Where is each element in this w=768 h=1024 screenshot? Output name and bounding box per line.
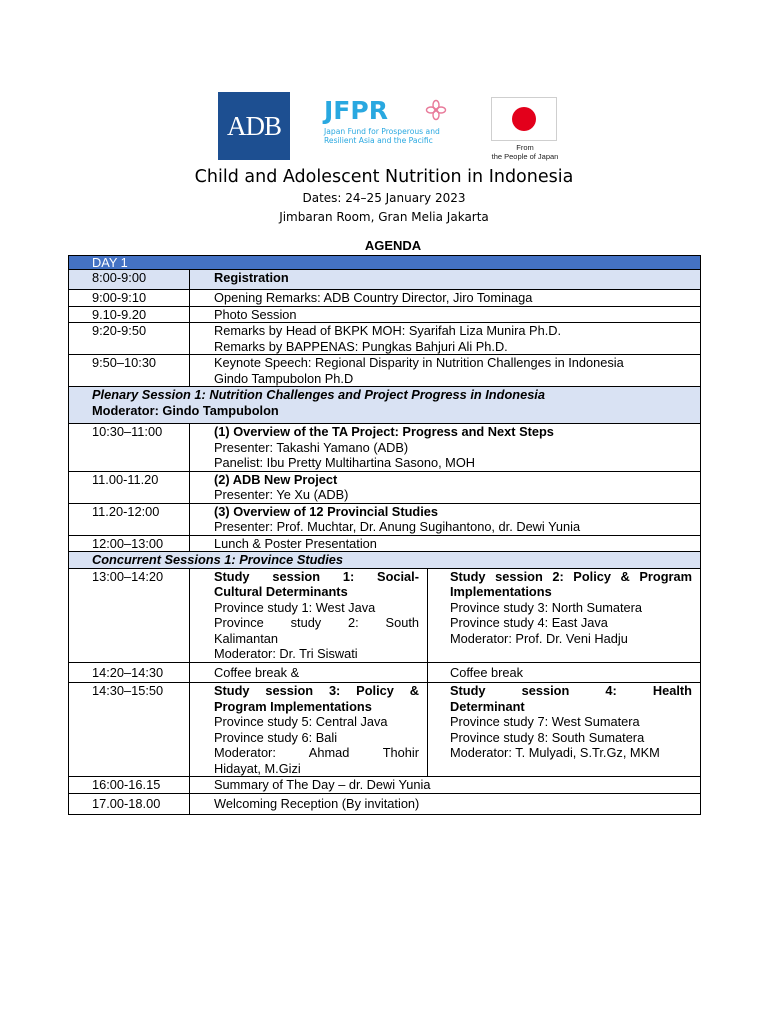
time-cell: 12:00–13:00 — [69, 535, 190, 552]
time-cell: 16:00-16.15 — [69, 777, 190, 794]
session-line: Province study 5: Central Java — [214, 714, 388, 729]
agenda-row — [69, 683, 701, 777]
session-cell: Coffee break & — [190, 662, 428, 683]
section-header — [69, 387, 701, 424]
session-line: Hidayat, M.Gizi — [214, 760, 301, 776]
flag-sun — [512, 107, 536, 131]
agenda-heading: AGENDA — [364, 238, 422, 253]
agenda-row — [69, 777, 701, 794]
time-cell: 13:00–14:20 — [69, 568, 190, 662]
session-title: Study session 1: Social- — [214, 568, 419, 584]
activity-line: Remarks by BAPPENAS: Pungkas Bahjuri Ali Ph.D. — [214, 338, 508, 354]
title-block — [0, 165, 768, 227]
session-line: Kalimantan — [214, 630, 279, 646]
session-cell — [428, 683, 701, 777]
japan-text-1: From — [516, 143, 534, 152]
agenda-row — [69, 355, 701, 387]
agenda-row — [69, 793, 701, 815]
agenda-row — [69, 323, 701, 355]
agenda-row — [69, 503, 701, 535]
activity-title: (3) Overview of 12 Provincial Studies — [214, 503, 439, 519]
time-cell: 9:50–10:30 — [69, 355, 190, 387]
activity-cell — [190, 355, 701, 387]
session-line: Province study 3: North Sumatera — [450, 599, 643, 615]
session-line: Moderator: Ahmad Thohir — [214, 745, 419, 760]
section-header-row — [69, 552, 701, 569]
event-dates: Dates: 24–25 January 2023 — [302, 191, 466, 205]
jfpr-tagline-1: Japan Fund for Prosperous and — [324, 127, 440, 136]
time-cell: 10:30–11:00 — [69, 424, 190, 472]
activity-line: Remarks by Head of BKPK MOH: Syarifah Liza Munira Ph.D. — [214, 323, 562, 338]
time-cell: 14:20–14:30 — [69, 662, 190, 683]
document-title: Child and Adolescent Nutrition in Indonesia — [194, 167, 574, 187]
section-moderator: Moderator: Gindo Tampubolon — [92, 402, 279, 418]
activity-line: Panelist: Ibu Pretty Multihartina Sasono, MOH — [214, 455, 476, 470]
japan-flag-icon — [491, 97, 557, 141]
agenda-row — [69, 306, 701, 323]
jfpr-tagline-2: Resilient Asia and the Pacific — [324, 136, 433, 145]
adb-logo — [218, 92, 290, 160]
time-cell: 9:20-9:50 — [69, 323, 190, 355]
agenda-row — [69, 535, 701, 552]
activity-title: (2) ADB New Project — [214, 471, 338, 487]
agenda-row — [69, 424, 701, 472]
agenda-row — [69, 290, 701, 307]
agenda-row — [69, 568, 701, 662]
time-cell: 14:30–15:50 — [69, 683, 190, 777]
activity-cell: Registration — [190, 270, 701, 290]
session-line: Province study 6: Bali — [214, 729, 338, 745]
agenda-row — [69, 662, 701, 683]
time-cell: 8:00-9:00 — [69, 270, 190, 290]
activity-cell: Lunch & Poster Presentation — [190, 535, 701, 552]
session-line: Province study 2: South — [214, 615, 419, 630]
activity-cell — [190, 323, 701, 355]
session-cell — [428, 568, 701, 662]
activity-cell: Photo Session — [190, 306, 701, 323]
session-line: Moderator: Dr. Tri Siswati — [214, 646, 358, 661]
jfpr-wordmark: JFPR — [324, 96, 388, 125]
time-cell: 9:00-9:10 — [69, 290, 190, 307]
activity-line: Presenter: Ye Xu (ADB) — [214, 487, 349, 502]
session-title: Program Implementations — [214, 698, 372, 714]
activity-line: Gindo Tampubolon Ph.D — [214, 370, 354, 386]
agenda-row — [69, 471, 701, 503]
session-line: Province study 8: South Sumatera — [450, 729, 645, 745]
session-line: Province study 1: West Java — [214, 599, 376, 615]
section-title: Plenary Session 1: Nutrition Challenges and Project Progress in Indonesia — [92, 387, 545, 402]
day-label: DAY 1 — [69, 256, 701, 270]
session-line: Moderator: Prof. Dr. Veni Hadju — [450, 630, 628, 646]
session-line: Province study 7: West Sumatera — [450, 714, 640, 729]
japan-logo — [486, 97, 564, 167]
time-cell: 11.20-12:00 — [69, 503, 190, 535]
activity-cell: Summary of The Day – dr. Dewi Yunia — [190, 777, 701, 794]
agenda-row — [69, 270, 701, 290]
activity-title: (1) Overview of the TA Project: Progress and Next Steps — [214, 424, 554, 439]
session-cell: Coffee break — [428, 662, 701, 683]
flower-icon — [425, 99, 447, 121]
session-title: Study session 3: Policy & — [214, 683, 419, 698]
session-title: Study session 2: Policy & Program — [450, 568, 692, 584]
activity-cell: Welcoming Reception (By invitation) — [190, 793, 701, 815]
session-title: Determinant — [450, 698, 525, 714]
section-header-row — [69, 387, 701, 424]
activity-line: Keynote Speech: Regional Disparity in Nutrition Challenges in Indonesia — [214, 355, 624, 370]
activity-cell — [190, 471, 701, 503]
logo-bar — [0, 91, 768, 166]
session-line: Moderator: T. Mulyadi, S.Tr.Gz, MKM — [450, 745, 660, 760]
time-cell: 11.00-11.20 — [69, 471, 190, 503]
day-header-row — [69, 256, 701, 270]
session-title: Implementations — [450, 584, 552, 599]
session-cell — [190, 568, 428, 662]
activity-line: Presenter: Takashi Yamano (ADB) — [214, 439, 409, 455]
session-title: Cultural Determinants — [214, 584, 348, 599]
japan-text-2: the People of Japan — [491, 151, 559, 161]
event-venue: Jimbaran Room, Gran Melia Jakarta — [279, 210, 489, 224]
time-cell: 9.10-9.20 — [69, 306, 190, 323]
activity-cell: Opening Remarks: ADB Country Director, Jiro Tominaga — [190, 290, 701, 307]
time-cell: 17.00-18.00 — [69, 793, 190, 815]
agenda-table — [68, 255, 701, 815]
section-title: Concurrent Sessions 1: Province Studies — [69, 552, 701, 569]
adb-logo-text: ADB — [226, 110, 281, 141]
activity-line: Presenter: Prof. Muchtar, Dr. Anung Sugihantono, dr. Dewi Yunia — [214, 519, 581, 534]
session-line: Province study 4: East Java — [450, 615, 608, 630]
activity-cell — [190, 503, 701, 535]
jfpr-logo — [324, 97, 454, 157]
session-cell — [190, 683, 428, 777]
session-title: Study session 4: Health — [450, 683, 692, 698]
activity-cell — [190, 424, 701, 472]
